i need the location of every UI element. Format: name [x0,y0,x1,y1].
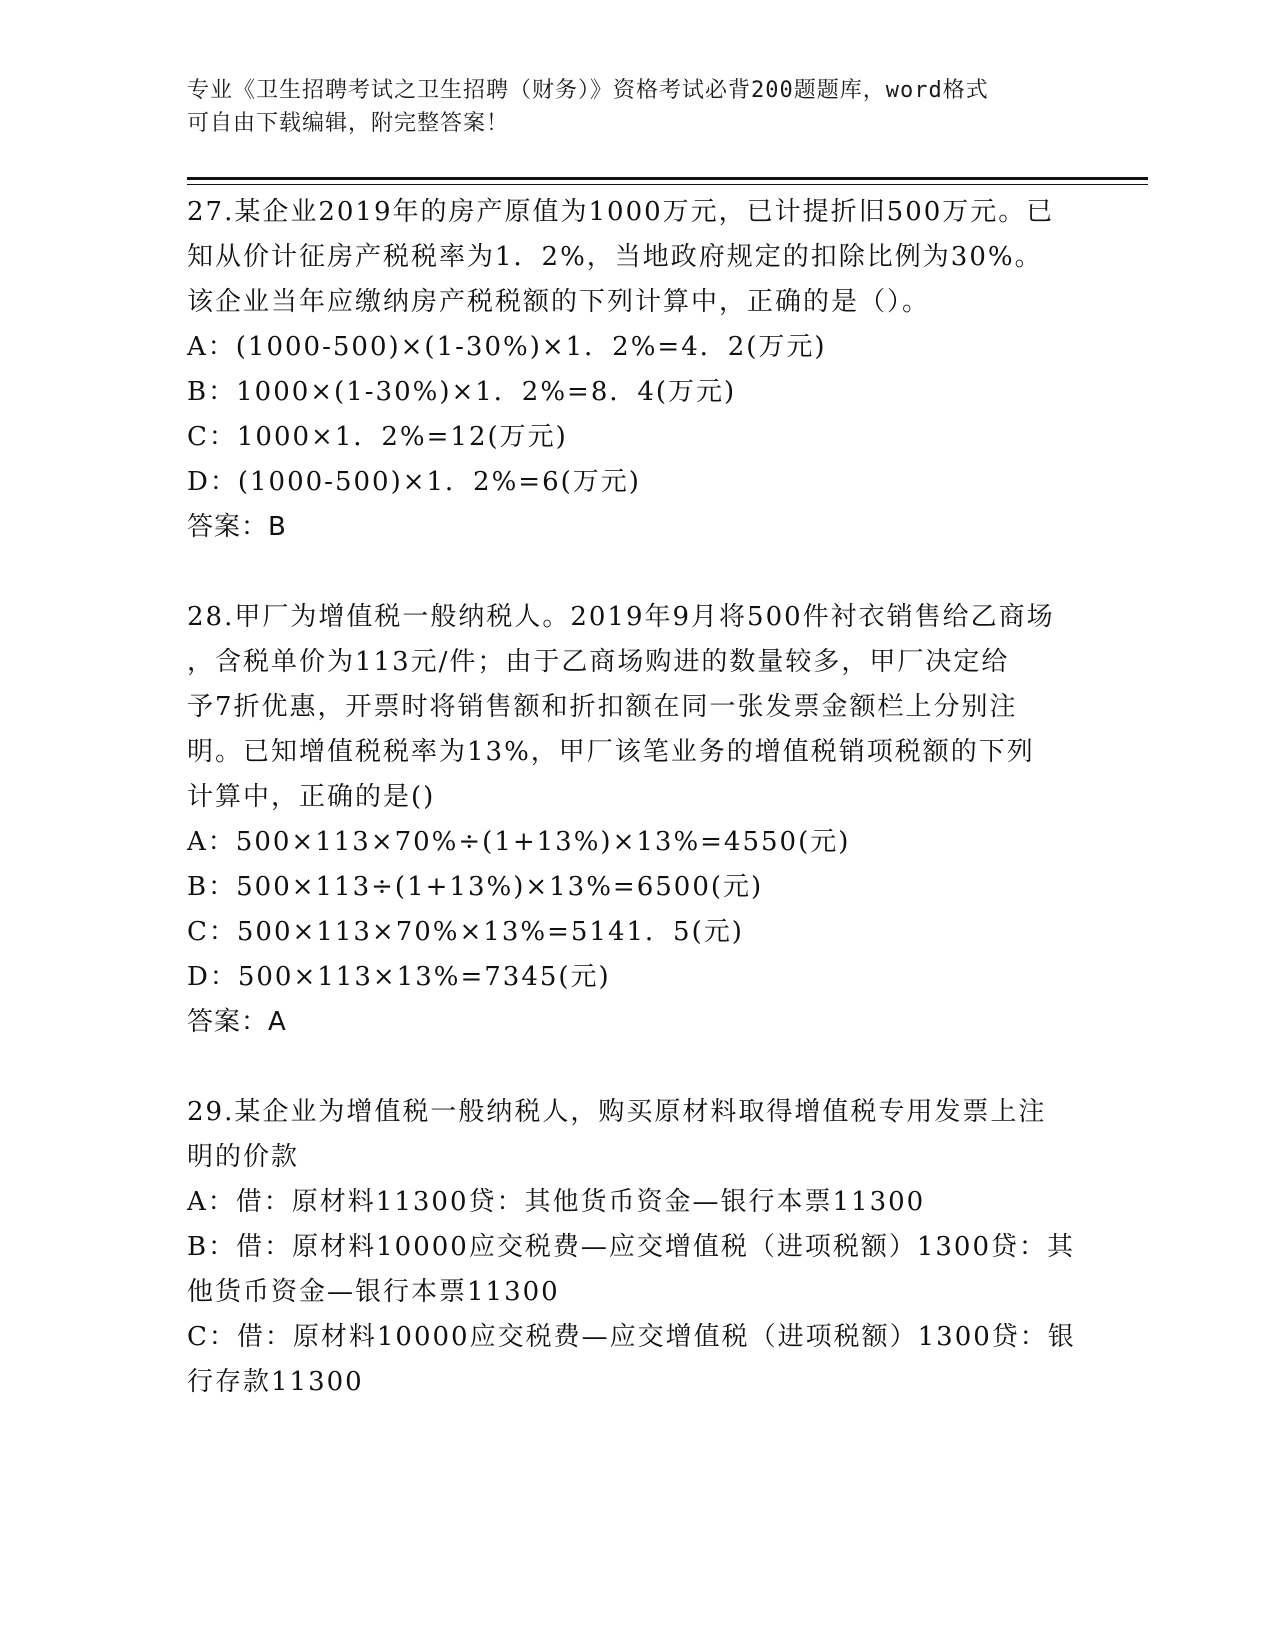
option-c-continued: 行存款11300 [187,1367,364,1397]
question-text-line: 计算中，正确的是() [187,782,436,812]
option-a: A：借：原材料11300贷：其他货币资金—银行本票11300 [187,1187,926,1217]
answer-label: 答案：B [187,512,287,542]
document-header [187,74,1087,140]
option-b: B：借：原材料10000应交税费—应交增值税（进项税额）1300贷：其 [187,1232,1075,1262]
option-d: D：(1000-500)×1．2%=6(万元) [187,467,641,497]
option-b: B：1000×(1-30%)×1．2%=8．4(万元) [187,377,737,407]
question-text-line: 29.某企业为增值税一般纳税人，购买原材料取得增值税专用发票上注 [187,1097,1047,1127]
answer-label: 答案：A [187,1007,287,1037]
option-c: C：1000×1．2%=12(万元) [187,422,568,452]
question-27 [187,190,1087,550]
question-text-line: 明。已知增值税税率为13%，甲厂该笔业务的增值税销项税额的下列 [187,737,1035,767]
question-text-line: 该企业当年应缴纳房产税税额的下列计算中，正确的是（）。 [187,287,931,317]
option-b-continued: 他货币资金—银行本票11300 [187,1277,560,1307]
question-list [187,190,1087,1450]
question-29 [187,1090,1087,1405]
header-divider-thin [187,184,1148,185]
question-text-line: 知从价计征房产税税率为1．2%，当地政府规定的扣除比例为30%。 [187,242,1043,272]
question-28 [187,595,1087,1045]
question-text-line: 予7折优惠，开票时将销售额和折扣额在同一张发票金额栏上分别注 [187,692,1018,722]
question-text-line: 27.某企业2019年的房产原值为1000万元，已计提折旧500万元。已 [187,197,1055,227]
option-b: B：500×113÷(1+13%)×13%=6500(元) [187,872,764,902]
header-divider-thick [187,177,1148,180]
option-c: C：借：原材料10000应交税费—应交增值税（进项税额）1300贷：银 [187,1322,1076,1352]
option-c: C：500×113×70%×13%=5141．5(元) [187,917,744,947]
option-a: A：500×113×70%÷(1+13%)×13%=4550(元) [187,827,851,857]
question-text-line: ，含税单价为113元/件；由于乙商场购进的数量较多，甲厂决定给 [187,647,1010,677]
header-line-2: 可自由下载编辑，附完整答案！ [187,111,510,136]
question-text-line: 明的价款 [187,1142,300,1172]
question-text-line: 28.甲厂为增值税一般纳税人。2019年9月将500件衬衣销售给乙商场 [187,602,1055,632]
option-d: D：500×113×13%=7345(元) [187,962,611,992]
option-a: A：(1000-500)×(1-30%)×1．2%=4．2(万元) [187,332,827,362]
header-line-1: 专业《卫生招聘考试之卫生招聘（财务）》资格考试必背200题题库，word格式 [187,78,989,103]
